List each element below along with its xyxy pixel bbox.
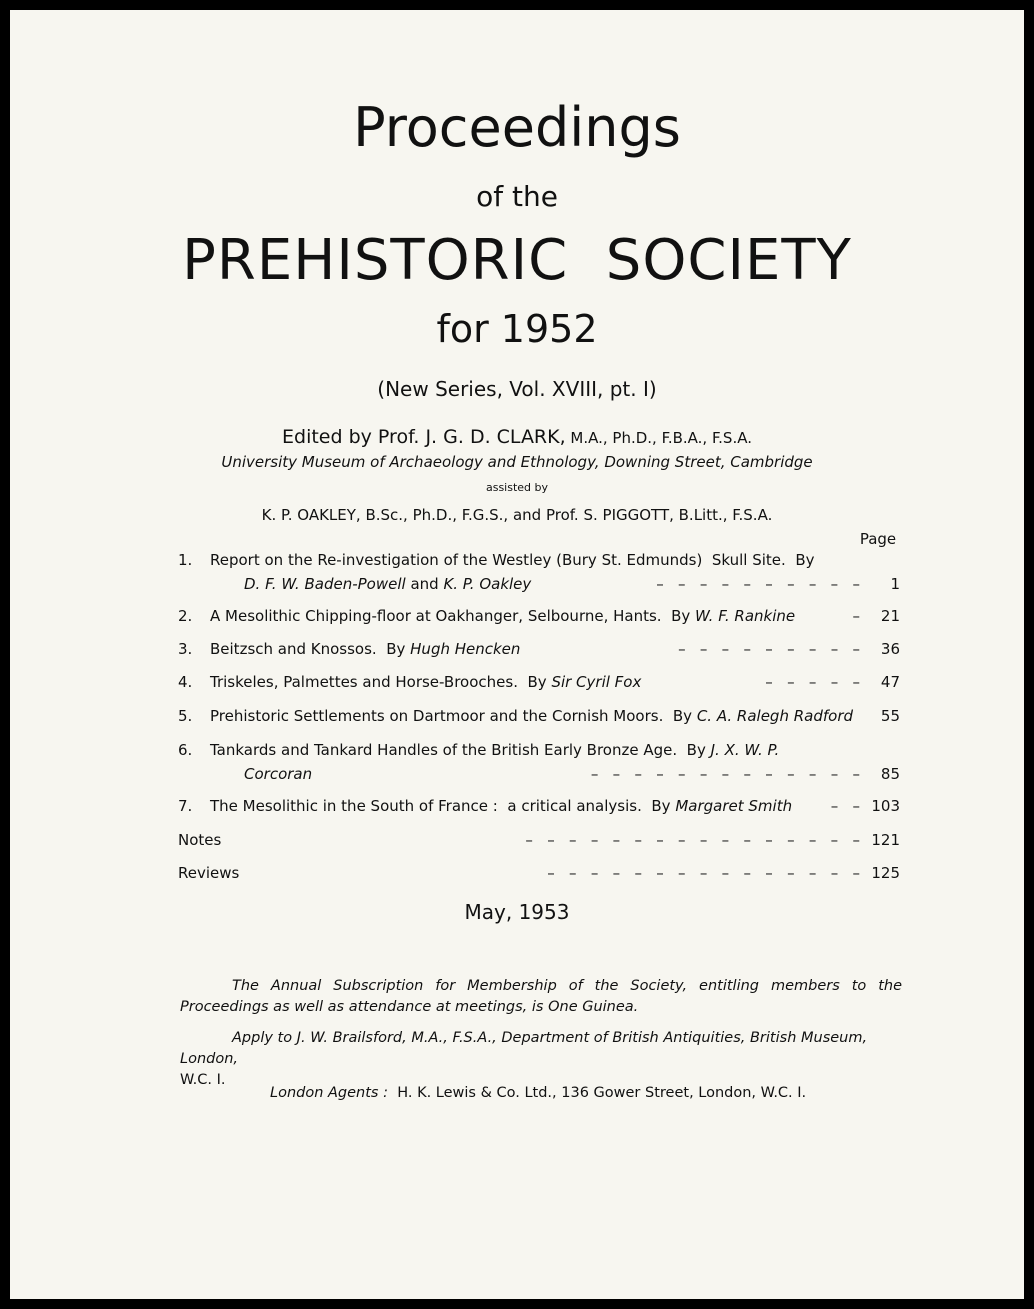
toc-item-page: 103 [871,797,900,815]
toc-item-page: 47 [880,673,900,691]
subscription-note: The Annual Subscription for Membership of the Society, entitling members to the Proceedings as well as attendance at meetings, is One Guinea. [180,978,902,1015]
toc-item-1 [178,548,900,572]
toc-item-author: Margaret Smith [675,797,793,815]
agents-note [270,1083,910,1104]
title-of-the: of the [476,180,558,213]
toc-item-number: 1. [178,551,193,569]
toc-item-number: 4. [178,673,193,691]
document-page [10,10,1024,1299]
toc-notes-label: Notes [178,831,222,849]
toc-item-title: Report on the Re-investigation of the Westley (Bury St. Edmunds) Skull Site. By [210,551,815,569]
editor-line [10,424,1024,451]
toc-item-title: The Mesolithic in the South of France : a critical analysis. By [210,797,676,815]
editor-name: Edited by Prof. J. G. D. CLARK, [282,426,566,448]
assistant-editors: K. P. OAKLEY, B.Sc., Ph.D., F.G.S., and Prof. S. PIGGOTT, B.Litt., F.S.A. [261,506,773,524]
toc-item-title: Beitzsch and Knossos. By [210,640,411,658]
toc-item-author: W. F. Rankine [695,607,796,625]
editor-degrees: M.A., Ph.D., F.B.A., F.S.A. [565,429,752,447]
toc-item-number: 7. [178,797,193,815]
toc-reviews-page: 125 [871,864,900,882]
apply-note-text: Apply to J. W. Brailsford, M.A., F.S.A., Department of British Antiquities, British Museum, London, [180,1030,868,1067]
toc-leader-dashes: – – [830,797,860,815]
toc-notes-page: 121 [871,831,900,849]
toc-item-title: Triskeles, Palmettes and Horse-Brooches. By [210,673,552,691]
toc-leader-dashes: – – – – – – – – – – [656,575,860,593]
toc-item-page: 55 [880,707,900,725]
toc-leader-dashes: – – – – – [765,673,860,691]
series-info: (New Series, Vol. XVIII, pt. I) [377,377,657,401]
toc-item-number: 6. [178,741,193,759]
title-year: for 1952 [436,307,598,351]
toc-item-author: D. F. W. Baden-Powell [244,575,406,593]
toc-item-author: Hugh Hencken [410,640,521,658]
toc-item-author: Sir Cyril Fox [551,673,642,691]
publication-date: May, 1953 [464,900,570,924]
toc-item-7 [178,794,900,818]
title-society: PREHISTORIC SOCIETY [182,228,852,293]
agents-text: H. K. Lewis & Co. Ltd., 136 Gower Street, London, W.C. I. [387,1085,807,1101]
toc-leader-dashes: – – – – – – – – – – – – – [590,765,860,783]
editor-affiliation: University Museum of Archaeology and Ethnology, Downing Street, Cambridge [221,453,813,471]
toc-item-page: 21 [880,607,900,625]
toc-item-page: 1 [890,575,900,593]
toc-item-page: 85 [880,765,900,783]
toc-leader-dashes: – – – – – – – – – – – – – – – – [525,831,860,849]
toc-leader-dashes: – – – – – – – – – – – – – – – [547,864,860,882]
toc-author-join: and [405,575,444,593]
toc-leader-dashes: – – – – – – – – – [678,640,860,658]
toc-item-5 [178,704,900,728]
apply-note [180,1028,902,1091]
page-column-heading: Page [859,530,897,548]
toc-notes [178,828,900,852]
toc-item-title: A Mesolithic Chipping-floor at Oakhanger, Selbourne, Hants. By [210,607,696,625]
toc-item-title: Tankards and Tankard Handles of the British Early Bronze Age. By [210,741,711,759]
toc-leader-dashes: – [852,607,860,625]
toc-item-number: 5. [178,707,193,725]
toc-reviews [178,861,900,885]
apply-note-cont: W.C. I. [180,1072,226,1088]
title-proceedings: Proceedings [353,96,681,159]
toc-item-author-2: K. P. Oakley [443,575,532,593]
toc-item-6 [178,738,900,762]
toc-item-author: C. A. Ralegh Radford [696,707,854,725]
assisted-by-label: assisted by [485,481,549,494]
toc-item-3 [178,637,900,661]
toc-item-title: Prehistoric Settlements on Dartmoor and the Cornish Moors. By [210,707,697,725]
toc-item-page: 36 [880,640,900,658]
toc-item-6-cont [178,762,900,786]
toc-item-number: 3. [178,640,193,658]
toc-item-1-cont [178,572,900,596]
toc-reviews-label: Reviews [178,864,240,882]
toc-item-author-cont: Corcoran [244,765,313,783]
agents-label: London Agents : [270,1085,388,1101]
toc-item-author: J. X. W. P. [710,741,780,759]
toc-item-2 [178,604,900,628]
toc-item-4 [178,670,900,694]
toc-item-number: 2. [178,607,193,625]
